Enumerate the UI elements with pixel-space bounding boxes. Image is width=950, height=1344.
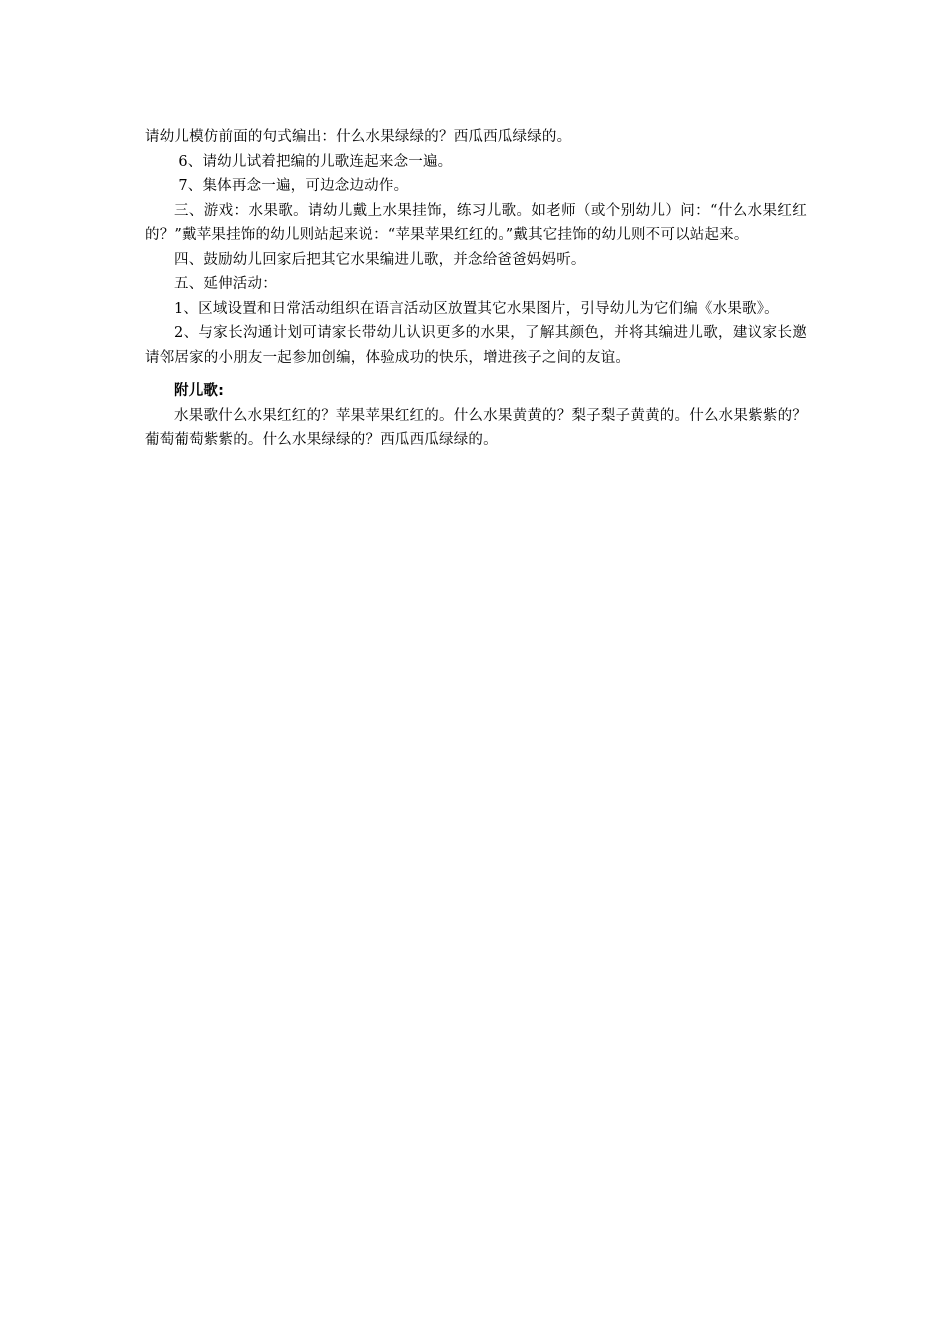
paragraph-continuation: 请幼儿模仿前面的句式编出：什么水果绿绿的？西瓜西瓜绿绿的。	[145, 129, 572, 145]
paragraph-section-4: 四、鼓励幼儿回家后把其它水果编进儿歌，并念给爸爸妈妈听。	[174, 251, 586, 268]
paragraph-section-5-heading: 五、延伸活动：	[174, 276, 277, 292]
paragraph-section-3-game: 三、游戏：水果歌。请幼儿戴上水果挂饰，练习儿歌。如老师（或个别幼儿）问：“什么水果红红的？”戴苹果挂饰的幼儿则站起来说：“苹果苹果红红的。”戴其它挂饰的幼儿则不可以站起来。	[145, 202, 807, 243]
document-body	[145, 125, 807, 453]
paragraph-extension-2: 2、与家长沟通计划可请家长带幼儿认识更多的水果，了解其颜色，并将其编进儿歌，建议家长邀请邻居家的小朋友一起参加创编，体验成功的快乐，增进孩子之间的友谊。	[145, 325, 807, 366]
paragraph-step-7: 7、集体再念一遍，可边念边动作。	[178, 178, 409, 194]
paragraph-extension-1: 1、区域设置和日常活动组织在语言活动区放置其它水果图片，引导幼儿为它们编《水果歌》。	[174, 300, 779, 317]
paragraph-step-6: 6、请幼儿试着把编的儿歌连起来念一遍。	[178, 153, 453, 170]
appendix-song-text: 水果歌什么水果红红的？苹果苹果红红的。什么水果黄黄的？梨子梨子黄黄的。什么水果紫紫的？葡萄葡萄紫紫的。什么水果绿绿的？西瓜西瓜绿绿的。	[145, 407, 807, 448]
appendix-title: 附儿歌:	[174, 383, 225, 399]
